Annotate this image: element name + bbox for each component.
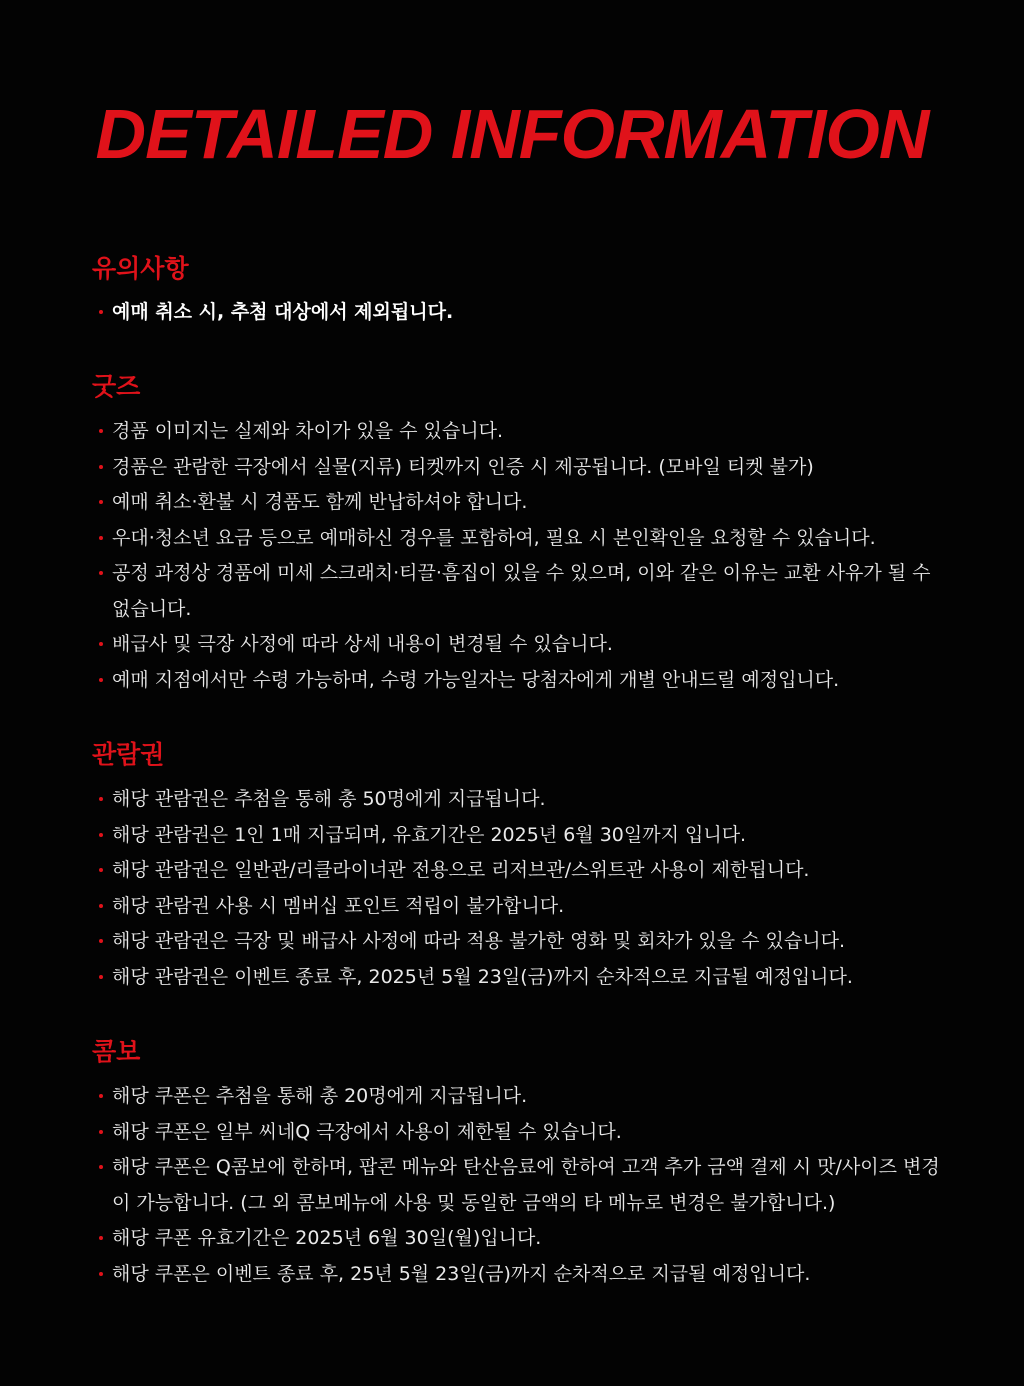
bullet-dot-icon: [99, 500, 103, 504]
list-item: 우대·청소년 요금 등으로 예매하신 경우를 포함하여, 필요 시 본인확인을 요청할 수 있습니다.: [92, 521, 952, 557]
notice-section: [92, 251, 952, 331]
list-item: 해당 관람권은 이벤트 종료 후, 2025년 5월 23일(금)까지 순차적으로 지급될 예정입니다.: [92, 960, 952, 996]
goods-section: [92, 369, 952, 698]
bullet-dot-icon: [99, 1130, 103, 1134]
bullet-dot-icon: [99, 797, 103, 801]
list-item: 경품 이미지는 실제와 차이가 있을 수 있습니다.: [92, 414, 952, 450]
ticket-section: [92, 737, 952, 995]
bullet-dot-icon: [99, 1236, 103, 1240]
combo-section: [92, 1034, 952, 1292]
list-item: 해당 쿠폰은 추첨을 통해 총 20명에게 지급됩니다.: [92, 1079, 952, 1115]
list-item: 예매 지점에서만 수령 가능하며, 수령 가능일자는 당첨자에게 개별 안내드릴 예정입니다.: [92, 663, 952, 699]
bullet-dot-icon: [99, 939, 103, 943]
list-item: 공정 과정상 경품에 미세 스크래치·티끌·흠집이 있을 수 있으며, 이와 같은 이유는 교환 사유가 될 수 없습니다.: [92, 556, 952, 627]
list-item: 해당 관람권은 극장 및 배급사 사정에 따라 적용 불가한 영화 및 회차가 있을 수 있습니다.: [92, 924, 952, 960]
list-item: 경품은 관람한 극장에서 실물(지류) 티켓까지 인증 시 제공됩니다. (모바일 티켓 불가): [92, 450, 952, 486]
list-item: 해당 쿠폰은 이벤트 종료 후, 25년 5월 23일(금)까지 순차적으로 지급될 예정입니다.: [92, 1257, 952, 1293]
list-item: 해당 쿠폰은 일부 씨네Q 극장에서 사용이 제한될 수 있습니다.: [92, 1115, 952, 1151]
list-item: 해당 쿠폰 유효기간은 2025년 6월 30일(월)입니다.: [92, 1221, 952, 1257]
goods-list: [92, 414, 952, 698]
list-item: 예매 취소·환불 시 경품도 함께 반납하셔야 합니다.: [92, 485, 952, 521]
bullet-dot-icon: [99, 536, 103, 540]
bullet-dot-icon: [99, 678, 103, 682]
section-title-ticket: 관람권: [92, 740, 165, 769]
bullet-dot-icon: [99, 571, 103, 575]
ticket-list: [92, 782, 952, 995]
list-item: 배급사 및 극장 사정에 따라 상세 내용이 변경될 수 있습니다.: [92, 627, 952, 663]
bullet-dot-icon: [99, 868, 103, 872]
bullet-dot-icon: [99, 1165, 103, 1169]
list-item: 해당 관람권은 일반관/리클라이너관 전용으로 리저브관/스위트관 사용이 제한됩니다.: [92, 853, 952, 889]
bullet-dot-icon: [99, 1094, 103, 1098]
bullet-dot-icon: [99, 465, 103, 469]
notice-list: [92, 295, 952, 331]
list-item: 예매 취소 시, 추첨 대상에서 제외됩니다.: [92, 295, 952, 331]
list-item: 해당 쿠폰은 Q콤보에 한하며, 팝콘 메뉴와 탄산음료에 한하여 고객 추가 금액 결제 시 맛/사이즈 변경이 가능합니다. (그 외 콤보메뉴에 사용 및 동일한 금액의 타 메뉴로 변경은 불가합니다.): [92, 1150, 952, 1221]
bullet-dot-icon: [99, 429, 103, 433]
combo-list: [92, 1079, 952, 1292]
bullet-dot-icon: [99, 1272, 103, 1276]
bullet-dot-icon: [99, 642, 103, 646]
bullet-dot-icon: [99, 904, 103, 908]
bullet-dot-icon: [99, 975, 103, 979]
list-item: 해당 관람권은 1인 1매 지급되며, 유효기간은 2025년 6월 30일까지 입니다.: [92, 818, 952, 854]
section-title-notice: 유의사항: [92, 254, 189, 283]
list-item: 해당 관람권 사용 시 멤버십 포인트 적립이 불가합니다.: [92, 889, 952, 925]
list-item: 해당 관람권은 추첨을 통해 총 50명에게 지급됩니다.: [92, 782, 952, 818]
bullet-dot-icon: [99, 310, 103, 314]
section-title-goods: 굿즈: [92, 372, 141, 401]
section-title-combo: 콤보: [92, 1037, 141, 1066]
bullet-dot-icon: [99, 833, 103, 837]
page-title: DETAILED INFORMATION: [95, 95, 929, 173]
